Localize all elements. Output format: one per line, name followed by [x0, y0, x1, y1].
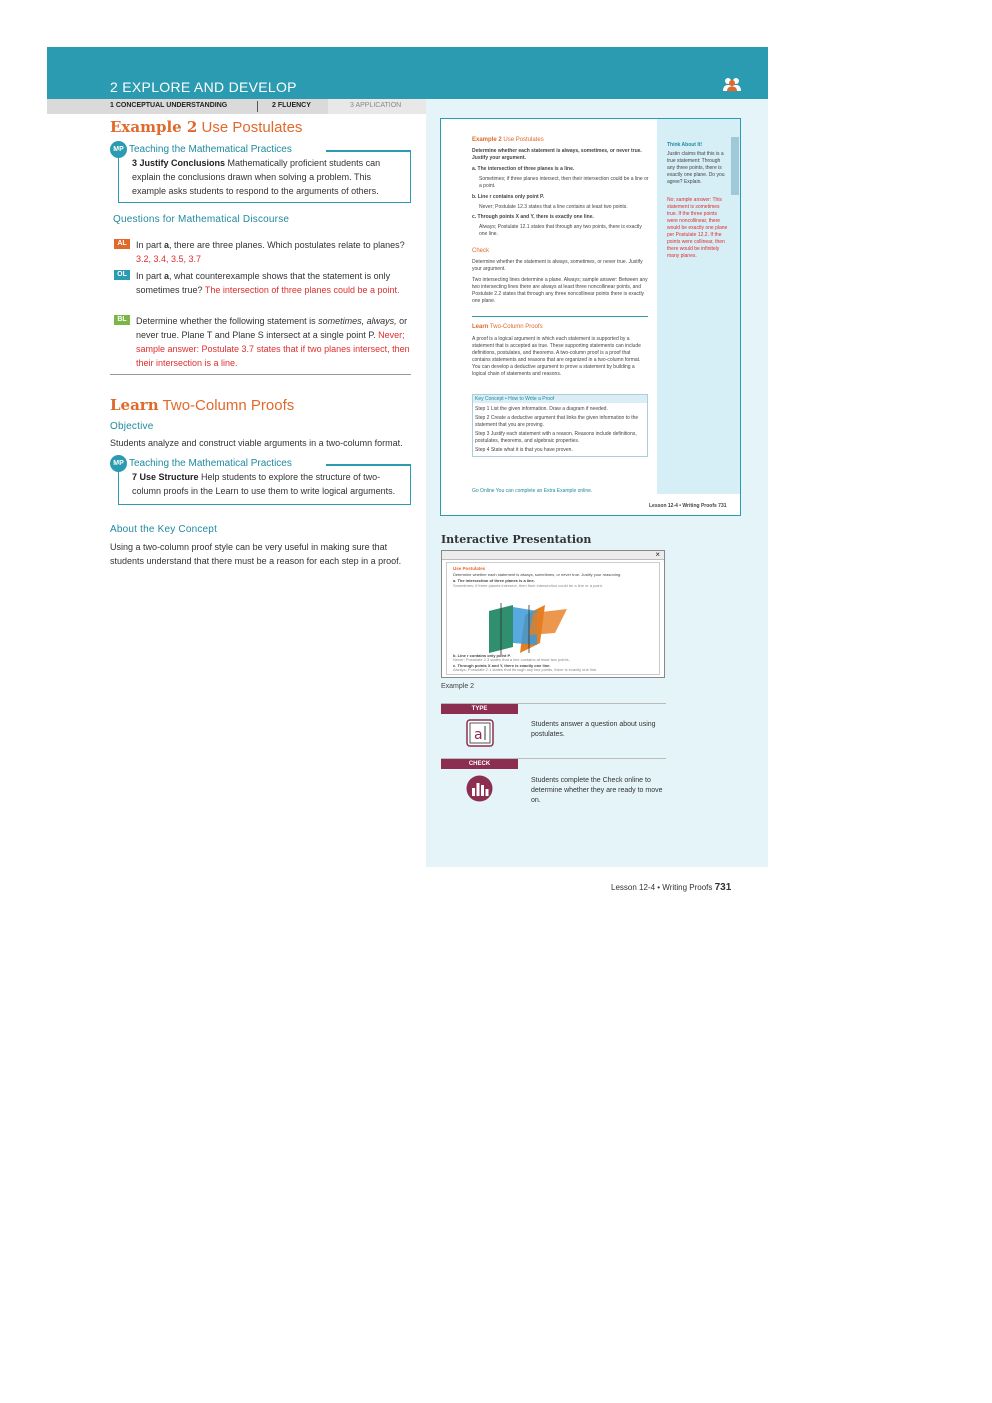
- thumb-step-1: Step 1 List the given information. Draw a diagram if needed.: [475, 406, 608, 412]
- page-footer: Lesson 12-4 • Writing Proofs 731: [611, 882, 732, 893]
- check-label: CHECK: [441, 759, 518, 769]
- page-number: 731: [714, 882, 732, 893]
- thumb-part-c-answer: Always; Postulate 12.1 states that through any two points, there is exactly one line.: [479, 224, 642, 237]
- check-description: Students complete the Check online to determine whether they are ready to move on.: [531, 777, 663, 804]
- thumb-prompt: Determine whether each statement is always, sometimes, or never true. Justify your argument.: [472, 148, 642, 161]
- section-banner: [47, 47, 768, 99]
- tab-application[interactable]: 3 APPLICATION: [350, 102, 402, 109]
- question-ol: OL In part a, what counterexample shows that the statement is only sometimes true? The intersection of three planes could be a point.: [114, 269, 414, 297]
- objective-heading: Objective: [110, 421, 154, 432]
- type-description: Students answer a question about using postulates.: [531, 721, 656, 738]
- mp-badge-icon: MP: [110, 455, 127, 472]
- thumb-step-4: Step 4 State what it is that you have proven.: [475, 447, 573, 453]
- thumb-part-b: b. Line r contains only point P.: [472, 194, 545, 200]
- thumb-learn-text: A proof is a logical argument in which each statement is supported by a statement that is accepted as true. These supporting statements can include definitions, postulates, and theorems. A two-column proof is a proof that contains statements and reasons that are organized in a two-column format. You can develop a deductive argument to prove a statement by building a logical chain of statements and reasons.: [472, 336, 641, 377]
- presentation-slide: [446, 562, 660, 675]
- student-page-thumbnail: [440, 118, 741, 516]
- mp-heading-1: MP Teaching the Mathematical Practices: [110, 141, 292, 158]
- learn-heading: Learn Two-Column Proofs: [110, 396, 295, 414]
- thumb-side-title: Think About It!: [667, 142, 703, 148]
- thumb-step-2: Step 2 Create a deductive argument that links the given information to the statement that you are proving.: [475, 415, 639, 428]
- type-label: TYPE: [441, 704, 518, 714]
- thumb-check-item: Two intersecting lines determine a plane. Always; sample answer: Between any two intersecting lines there are always at least three noncollinear points, and Postulate 2.2 states that through any three noncollinear points there is exactly one plane.: [472, 277, 648, 304]
- about-text: Using a two-column proof style can be very useful in making sure that students understand that there must be a reason for each step in a proof.: [110, 542, 402, 566]
- thumb-side-question: Justin claims that this is a true statement: Through any three points, there is exactly one plane. Do you agree? Explain.: [667, 151, 725, 185]
- text-input-icon: [466, 719, 494, 747]
- slide-title: Use Postulates: [453, 566, 486, 571]
- example-heading: Example 2 Use Postulates: [110, 118, 303, 136]
- thumb-key-concept-title: Key Concept • How to Write a Proof: [475, 396, 555, 402]
- three-planes-diagram: [485, 603, 570, 655]
- question-bl: BL Determine whether the following statement is sometimes, always, or never true. Plane T and Plane S intersect at a single point P. Never; sample answer: Postulate 3.7 states that if two planes intersect, then their intersection is a line.: [114, 314, 414, 370]
- slide-prompt: Determine whether each statement is always, sometimes, or never true. Justify your reasoning.: [453, 572, 622, 577]
- thumb-part-c: c. Through points X and Y, there is exactly one line.: [472, 214, 594, 220]
- thumbnail-scrollbar[interactable]: [731, 137, 739, 195]
- slide-part-c-answer: Always; Postulate 2.1 states that through any two points, there is exactly one line.: [453, 667, 598, 672]
- section-title: 2 EXPLORE AND DEVELOP: [110, 79, 297, 95]
- tab-fluency[interactable]: 2 FLUENCY: [272, 102, 311, 109]
- mp-box-2: 7 Use Structure Help students to explore the structure of two-column proofs in the Learn to use them to write logical arguments.: [118, 464, 411, 505]
- slide-part-c: c. Through points X and Y, there is exactly one line.: [453, 663, 551, 668]
- bar-chart-check-icon: [466, 775, 493, 802]
- questions-heading: Questions for Mathematical Discourse: [113, 214, 290, 225]
- al-badge-icon: AL: [114, 239, 130, 249]
- slide-part-b: b. Line r contains only point P.: [453, 653, 511, 658]
- thumb-side-answer: No; sample answer: This statement is sometimes true. If the three points were noncollinear, there would be exactly one plane per Postulate 12.2. If the points were collinear, then there would be infinitely many planes.: [667, 197, 728, 259]
- mp-heading-2: MP Teaching the Mathematical Practices: [110, 455, 292, 472]
- thumb-key-concept-box: [472, 394, 648, 457]
- interactive-presentation-screen[interactable]: [441, 550, 665, 678]
- mp-badge-icon: MP: [110, 141, 127, 158]
- thumb-go-online[interactable]: Go Online You can complete an Extra Example online.: [472, 488, 593, 494]
- slide-part-a: a. The intersection of three planes is a line.: [453, 578, 535, 583]
- thumb-footer: Lesson 12-4 • Writing Proofs 731: [649, 503, 727, 509]
- thumb-check-text: Determine whether the statement is always, sometimes, or never true. Justify your argument.: [472, 259, 643, 272]
- mp-box-1: 3 Justify Conclusions Mathematically proficient students can explain the conclusions drawn when solving a problem. This example asks students to respond to the arguments of others.: [118, 150, 411, 203]
- slide-part-a-answer: Sometimes; if three planes intersect, then their intersection could be a line or a point.: [453, 583, 603, 588]
- interactive-caption: Example 2: [441, 683, 475, 690]
- tab-bar: [47, 99, 427, 114]
- interactive-presentation-title: Interactive Presentation: [441, 533, 592, 546]
- thumb-example-heading: Example 2 Use Postulates: [472, 137, 544, 143]
- thumb-part-a: a. The intersection of three planes is a line.: [472, 166, 575, 172]
- thumb-step-3: Step 3 Justify each statement with a reason. Reasons include definitions, postulates, theorems, and algebraic properties.: [475, 431, 637, 444]
- bl-badge-icon: BL: [114, 315, 130, 325]
- svg-text:a: a: [474, 727, 483, 743]
- thumb-part-a-answer: Sometimes; if three planes intersect, then their intersection could be a line or a point.: [479, 176, 649, 189]
- ol-badge-icon: OL: [114, 270, 130, 280]
- people-group-icon: [722, 77, 742, 91]
- question-al: AL In part a, there are three planes. Which postulates relate to planes? 3.2, 3.4, 3.5, 3.7: [114, 238, 414, 266]
- tab-conceptual-understanding[interactable]: 1 CONCEPTUAL UNDERSTANDING: [110, 102, 228, 109]
- thumb-learn-heading: Learn Two-Column Proofs: [472, 324, 543, 330]
- thumb-check-label: Check: [472, 248, 490, 254]
- objective-text: Students analyze and construct viable arguments in a two-column format.: [110, 438, 403, 448]
- about-heading: About the Key Concept: [110, 524, 218, 535]
- slide-part-b-answer: Never; Postulate 2.3 states that a line contains at least two points.: [453, 657, 570, 662]
- thumb-part-b-answer: Never; Postulate 12.3 states that a line contains at least two points.: [479, 204, 628, 210]
- close-icon[interactable]: ×: [655, 550, 660, 559]
